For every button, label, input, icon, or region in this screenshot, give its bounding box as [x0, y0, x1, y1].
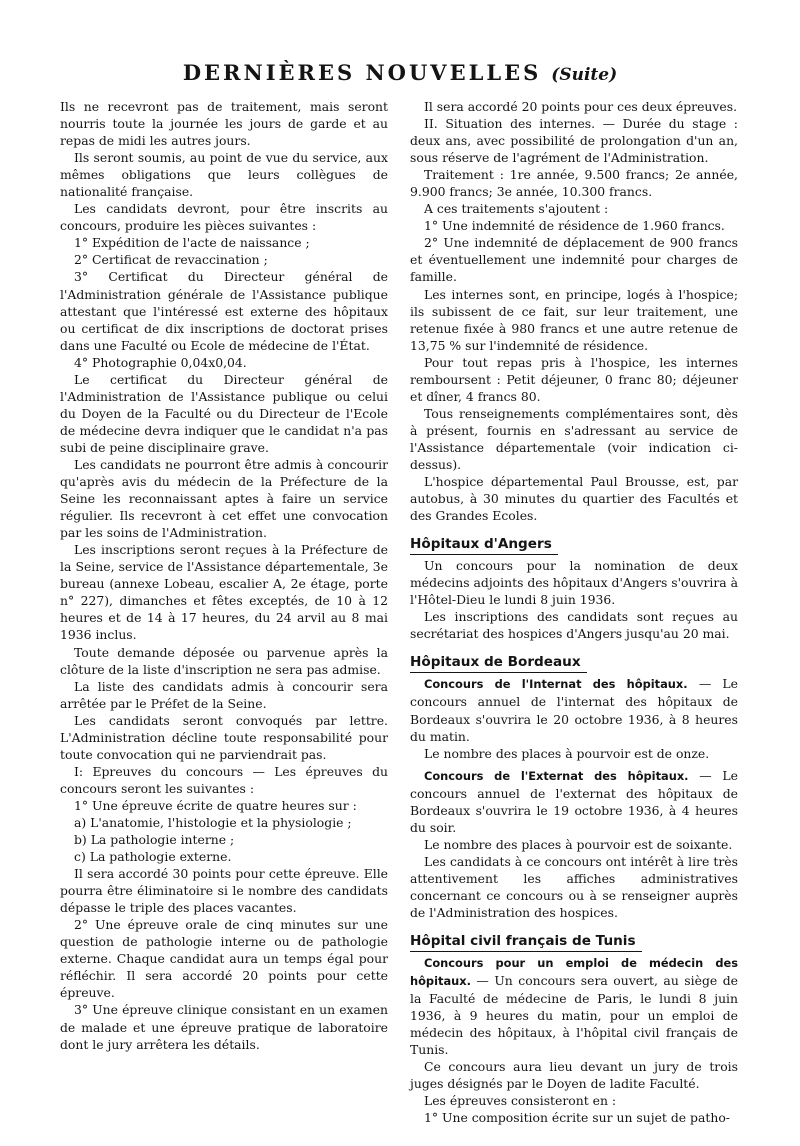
- paragraph-externat: [410, 767, 738, 836]
- paragraph: La liste des candidats admis à concourir sera arrêtée par le Préfet de la Seine.: [60, 678, 388, 711]
- list-item: 2° Une indemnité de déplacement de 900 francs et éventuellement une indemnité pour charges de famille.: [410, 235, 738, 285]
- subheading-internat: Concours de l'Internat des hôpitaux.: [424, 677, 688, 692]
- page-header: [0, 60, 800, 88]
- list-item: 1° Une épreuve écrite de quatre heures sur :: [74, 797, 357, 813]
- tunis-text: — Un concours sera ouvert, au siège de la Faculté de médecine de Paris, le lundi 8 juin 1936, à 9 heures du matin, pour un emploi de médecin des hôpitaux, à l'hôpital civil français de Tunis.: [410, 973, 738, 1058]
- list-item: 3° Certificat du Directeur général de l'Administration générale de l'Assistance publique attestant que l'intéressé est externe des hôpitaux ou certificat de dix inscriptions de doctorat prises dans une Faculté ou Ecole de médecine de l'État.: [60, 269, 388, 353]
- list-item: 2° Certificat de revaccination ;: [74, 252, 268, 268]
- right-column: [410, 98, 738, 1127]
- paragraph: 3° Une épreuve clinique consistant en un examen de malade et une épreuve pratique de laboratoire dont le jury arrêtera les détails.: [60, 1002, 388, 1052]
- paragraph: Il sera accordé 30 points pour cette épreuve. Elle pourra être éliminatoire si le nombre des candidats dépasse le triple des places vacantes.: [60, 866, 388, 916]
- internat-text: — Le concours annuel de l'internat des hôpitaux de Bordeaux s'ouvrira le 20 octobre 1936, à 8 heures du matin.: [410, 676, 738, 744]
- paragraph: Un concours pour la nomination de deux médecins adjoints des hôpitaux d'Angers s'ouvrira à l'Hôtel-Dieu le lundi 8 juin 1936.: [410, 558, 739, 608]
- paragraph: Il sera accordé 20 points pour ces deux épreuves.: [424, 99, 738, 114]
- paragraph: Ils seront soumis, au point de vue du service, aux mêmes obligations que leurs collègues de nationalité française.: [60, 150, 388, 200]
- list-item: a) L'anatomie, l'histologie et la physiologie ;: [74, 814, 352, 830]
- paragraph: Le nombre des places à pourvoir est de onze.: [424, 745, 710, 761]
- subheading-externat: Concours de l'Externat des hôpitaux.: [424, 768, 689, 783]
- paragraph: Le nombre des places à pourvoir est de soixante.: [424, 836, 733, 852]
- section-title-bordeaux: Hôpitaux de Bordeaux: [410, 653, 587, 673]
- left-column: [60, 98, 388, 1053]
- page-header-suite: (Suite): [551, 65, 618, 85]
- paragraph: 2° Une épreuve orale de cinq minutes sur une question de pathologie interne ou de pathologie externe. Chaque candidat aura un temps égal pour réfléchir. Il sera accordé 20 points pour cette épreuve.: [60, 917, 388, 1001]
- paragraph: Pour tout repas pris à l'hospice, les internes remboursent : Petit déjeuner, 0 franc 80; déjeuner et dîner, 4 francs 80.: [410, 354, 738, 404]
- list-item: 1° Une composition écrite sur un sujet de patho-: [424, 1110, 730, 1126]
- list-item: b) La pathologie interne ;: [74, 832, 235, 848]
- paragraph: Ils ne recevront pas de traitement, mais seront nourris toute la journée les jours de garde et au repas de midi les autres jours.: [60, 99, 388, 149]
- list-item: 4° Photographie 0,04x0,04.: [74, 354, 247, 370]
- paragraph: Tous renseignements complémentaires sont, dès à présent, fournis en s'adressant au service de l'Assistance départementale (voir indication ci-dessus).: [410, 405, 738, 472]
- paragraph: Les épreuves consisteront en :: [424, 1093, 617, 1109]
- paragraph: Toute demande déposée ou parvenue après la clôture de la liste d'inscription ne sera pas admise.: [60, 644, 388, 677]
- paragraph: Les candidats ne pourront être admis à concourir qu'après avis du médecin de la Préfecture de la Seine les reconnaissant aptes à faire un service régulier. Ils recevront à cet effet une convocation par les soins de l'Administration.: [60, 456, 388, 541]
- paragraph: Les inscriptions seront reçues à la Préfecture de la Seine, service de l'Assistance départementale, 3e bureau (annexe Lobeau, escalier A, 2e étage, porte n° 227), dimanches et fêtes exceptés, de 10 à 12 heures et de 14 à 17 heures, du 24 arvil au 8 mai 1936 inclus.: [60, 542, 388, 643]
- paragraph: Les internes sont, en principe, logés à l'hospice; ils subissent de ce fait, sur leur traitement, une retenue fixée à 980 francs et une autre retenue de 13,75 % sur l'indemnité de résidence.: [410, 286, 738, 353]
- paragraph: Les candidats seront convoqués par lettre. L'Administration décline toute responsabilité pour toute convocation qui ne parviendrait pas.: [60, 712, 388, 762]
- paragraph: Les candidats devront, pour être inscrits au concours, produire les pièces suivantes :: [60, 201, 388, 234]
- list-item: 1° Expédition de l'acte de naissance ;: [74, 235, 310, 251]
- epreuves-heading: I: Epreuves du concours — Les épreuves du concours seront les suivantes :: [60, 763, 388, 796]
- paragraph: Les inscriptions des candidats sont reçues au secrétariat des hospices d'Angers jusqu'au 20 mai.: [410, 609, 738, 642]
- section-title-angers: Hôpitaux d'Angers: [410, 535, 558, 555]
- externat-text: — Le concours annuel de l'externat des hôpitaux de Bordeaux s'ouvrira le 19 octobre 1936, à 4 heures du soir.: [410, 767, 738, 835]
- paragraph: Le certificat du Directeur général de l'Administration de l'Assistance publique ou celui du Doyen de la Faculté ou du Directeur de l'Ecole de médecine devra indiquer que le candidat n'a pas subi de peine disciplinaire grave.: [60, 371, 388, 455]
- list-item: 1° Une indemnité de résidence de 1.960 francs.: [424, 218, 725, 234]
- section-title-tunis: Hôpital civil français de Tunis: [410, 932, 642, 952]
- subheading-tunis: Concours pour un emploi de médecin des hôpitaux.: [410, 956, 738, 989]
- page-header-title: DERNIÈRES NOUVELLES: [182, 60, 542, 85]
- paragraph: A ces traitements s'ajoutent :: [424, 201, 609, 217]
- paragraph: Les candidats à ce concours ont intérêt à lire très attentivement les affiches administratives concernant ce concours ou à se renseigner auprès de l'Administration des hospices.: [410, 853, 738, 921]
- paragraph-internat: [410, 675, 738, 744]
- paragraph: L'hospice départemental Paul Brousse, est, par autobus, à 30 minutes du quartier des Facultés et des Grandes Ecoles.: [410, 474, 738, 524]
- paragraph: Ce concours aura lieu devant un jury de trois juges désignés par le Doyen de ladite Faculté.: [410, 1059, 738, 1092]
- situation-paragraph: II. Situation des internes. — Durée du stage : deux ans, avec possibilité de prolongation d'un an, sous réserve de l'agrément de l'Administration.: [410, 116, 738, 166]
- list-item: c) La pathologie externe.: [74, 849, 232, 865]
- paragraph-tunis: [410, 954, 738, 1058]
- paragraph: Traitement : 1re année, 9.500 francs; 2e année, 9.900 francs; 3e année, 10.300 francs.: [410, 167, 738, 200]
